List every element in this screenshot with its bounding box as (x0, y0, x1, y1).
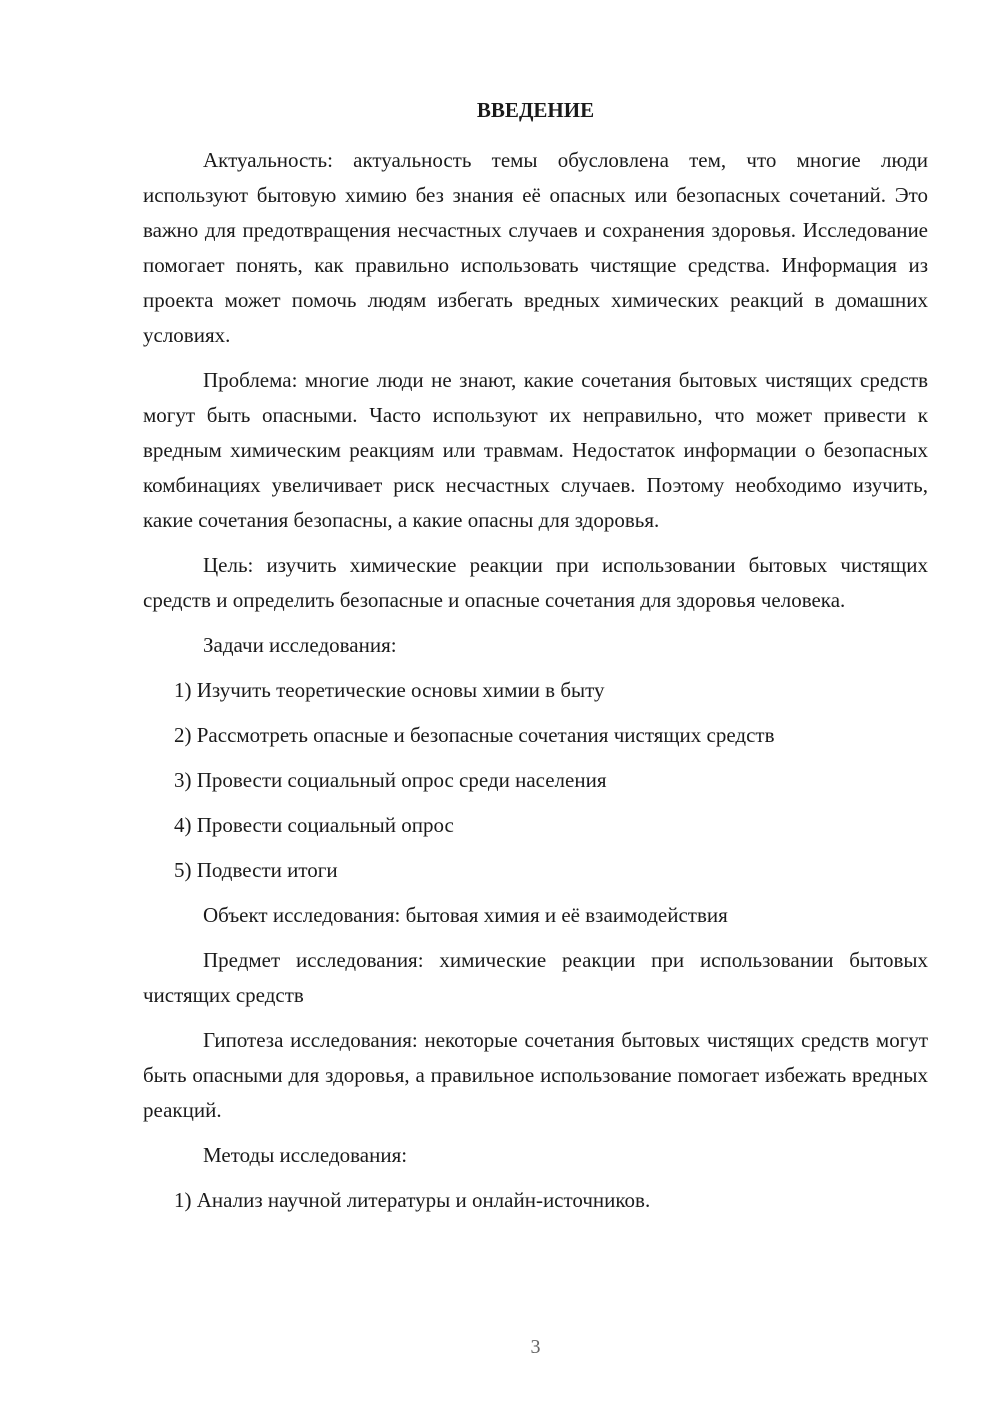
list-item-task-4: 4) Провести социальный опрос (174, 813, 454, 837)
paragraph-hypothesis: Гипотеза исследования: некоторые сочетания бытовых чистящих средств могут быть опасными для здоровья, а правильное использование помогает избежать вредных реакций. (143, 1028, 928, 1122)
list-item-task-1: 1) Изучить теоретические основы химии в быту (174, 678, 605, 702)
list-item-task-3: 3) Провести социальный опрос среди населения (174, 768, 607, 792)
paragraph-subject: Предмет исследования: химические реакции при использовании бытовых чистящих средств (143, 948, 928, 1007)
paragraph-problem: Проблема: многие люди не знают, какие сочетания бытовых чистящих средств могут быть опасными. Часто используют их неправильно, что может привести к вредным химическим реакциям или травмам. Недостаток информации о безопасных комбинациях увеличивает риск несчастных случаев. Поэтому необходимо изучить, какие сочетания безопасны, а какие опасны для здоровья. (143, 368, 928, 532)
list-item-task-5: 5) Подвести итоги (174, 858, 338, 882)
paragraph-methods-heading: Методы исследования: (203, 1143, 408, 1167)
document-body (143, 143, 928, 1228)
paragraph-relevance: Актуальность: актуальность темы обусловлена тем, что многие люди используют бытовую химию без знания её опасных или безопасных сочетаний. Это важно для предотвращения несчастных случаев и сохранения здоровья. Исследование помогает понять, как правильно использовать чистящие средства. Информация из проекта может помочь людям избегать вредных химических реакций в домашних условиях. (143, 148, 928, 347)
document-page (143, 0, 928, 1414)
list-item-method-1: 1) Анализ научной литературы и онлайн-источников. (174, 1188, 651, 1212)
paragraph-goal: Цель: изучить химические реакции при использовании бытовых чистящих средств и определить безопасные и опасные сочетания для здоровья человека. (143, 553, 928, 612)
paragraph-object: Объект исследования: бытовая химия и её взаимодействия (203, 903, 728, 927)
page-number: 3 (530, 1336, 541, 1358)
section-title: ВВЕДЕНИЕ (476, 98, 595, 122)
list-item-task-2: 2) Рассмотреть опасные и безопасные сочетания чистящих средств (174, 723, 775, 747)
paragraph-tasks-heading: Задачи исследования: (203, 633, 397, 657)
